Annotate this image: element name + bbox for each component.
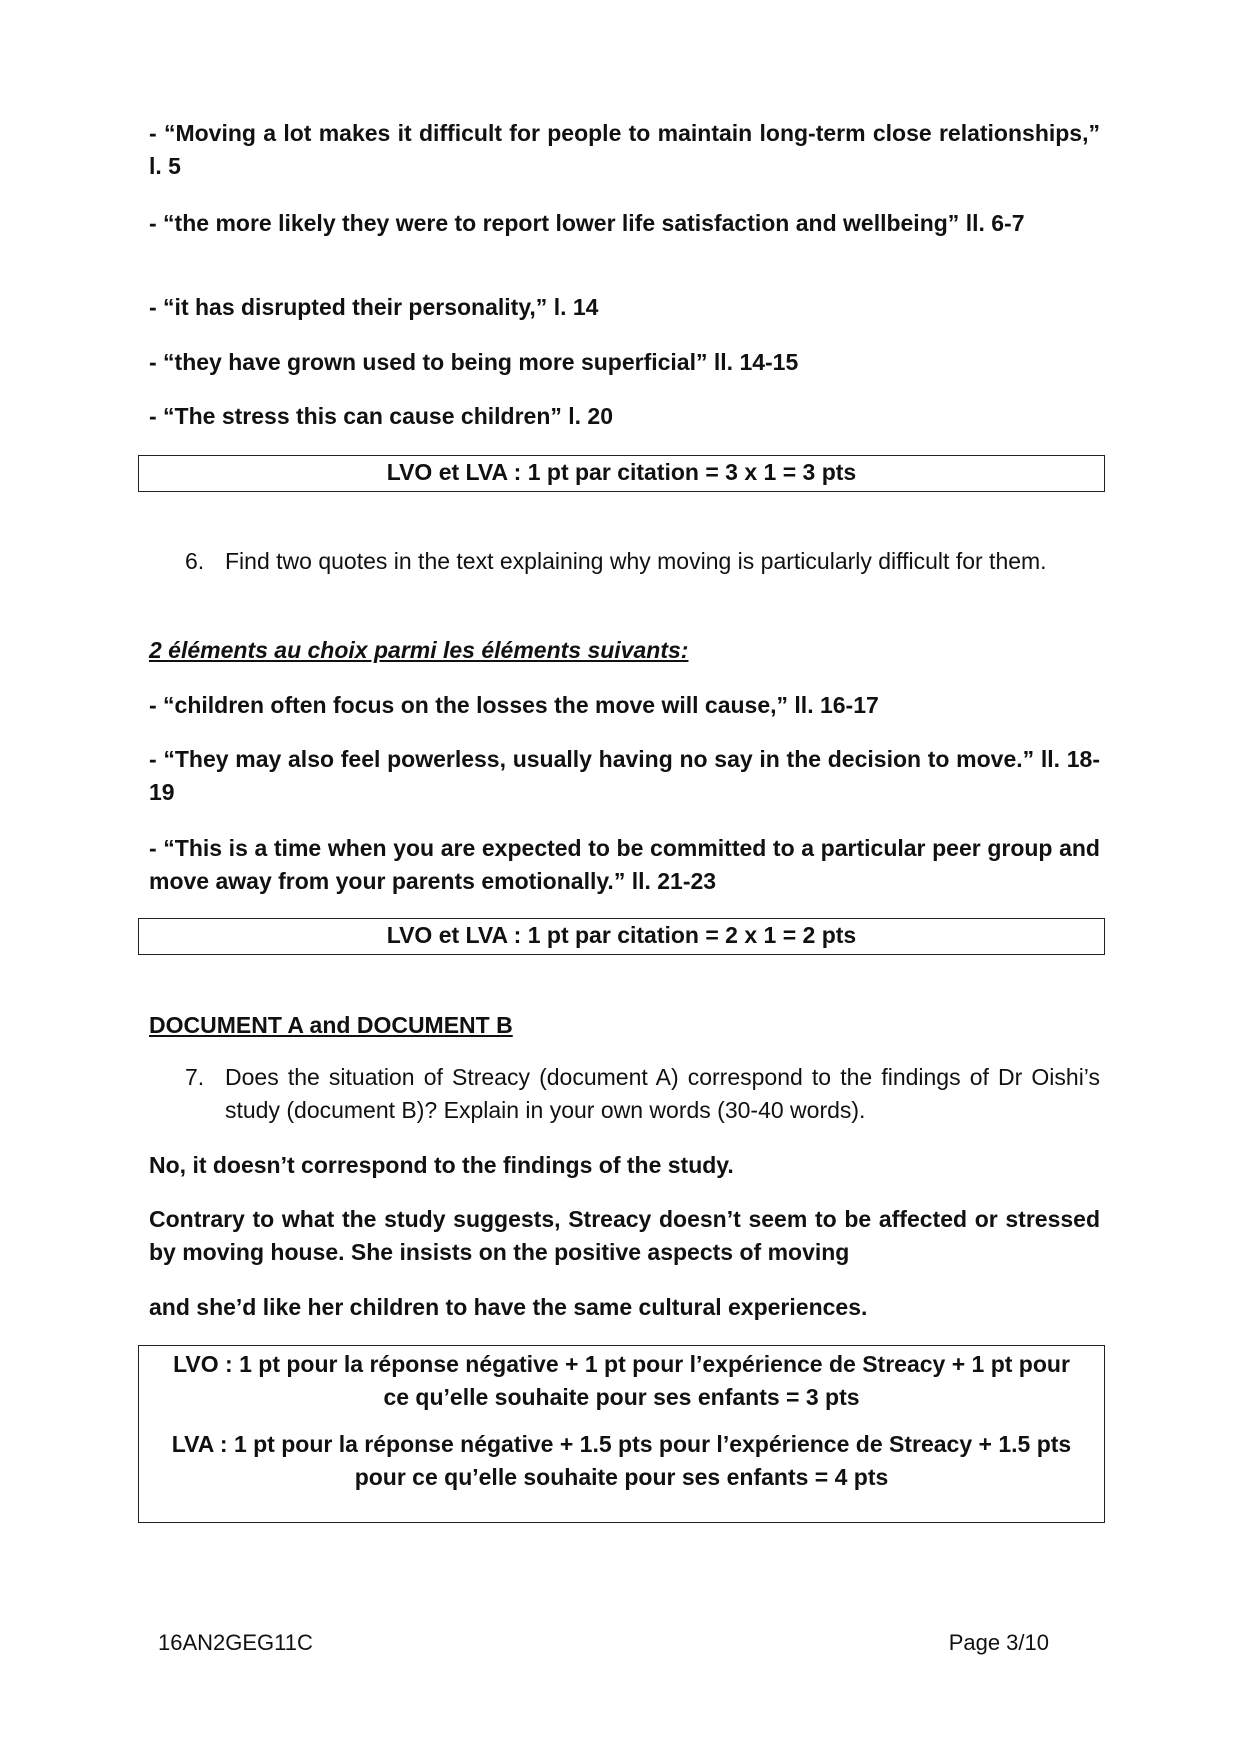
scoring-text-q6: LVO et LVA : 1 pt par citation = 2 x 1 = 2 pts <box>386 922 857 948</box>
answer-q7-line-3: and she’d like her children to have the same cultural experiences. <box>149 1294 868 1320</box>
scoring-text-q5: LVO et LVA : 1 pt par citation = 3 x 1 = 3 pts <box>386 459 857 485</box>
scoring-box-q6 <box>138 918 1105 955</box>
question-6-text: Find two quotes in the text explaining why moving is particularly difficult for them. <box>225 548 1047 574</box>
answer-q7-line-1: No, it doesn’t correspond to the findings of the study. <box>149 1152 734 1178</box>
question-6 <box>185 545 1100 578</box>
quote-q5-1: - “Moving a lot makes it difficult for people to maintain long-term close relationships,” l. 5 <box>149 120 1100 179</box>
question-7-number: 7. <box>185 1064 205 1090</box>
quote-q5-5: - “The stress this can cause children” l. 20 <box>149 403 614 429</box>
quote-q5-4: - “they have grown used to being more superficial” ll. 14-15 <box>149 349 799 375</box>
question-7 <box>185 1061 1100 1127</box>
quote-q6-2: - “They may also feel powerless, usually having no say in the decision to move.” ll. 18-19 <box>149 746 1100 805</box>
quote-q5-2: - “the more likely they were to report lower life satisfaction and wellbeing” ll. 6-7 <box>149 210 1025 236</box>
footer-page-number: Page 3/10 <box>948 1630 1049 1655</box>
scoring-lva: LVA : 1 pt pour la réponse négative + 1.5 pts pour l’expérience de Streacy + 1.5 pts pour ce qu’elle souhaite pour ses enfants = 4 pts <box>171 1431 1072 1490</box>
section-heading: DOCUMENT A and DOCUMENT B <box>149 1012 513 1038</box>
choice-heading: 2 éléments au choix parmi les éléments suivants: <box>149 637 689 663</box>
scoring-box-q7 <box>138 1345 1105 1523</box>
answer-q7-line-2: Contrary to what the study suggests, Streacy doesn’t seem to be affected or stressed by moving house. She insists on the positive aspects of moving <box>149 1206 1100 1265</box>
quote-q6-3: - “This is a time when you are expected to be committed to a particular peer group and move away from your parents emotionally.” ll. 21-23 <box>149 835 1100 894</box>
footer-code: 16AN2GEG11C <box>158 1630 313 1655</box>
quote-q6-1: - “children often focus on the losses the move will cause,” ll. 16-17 <box>149 692 879 718</box>
scoring-lvo: LVO : 1 pt pour la réponse négative + 1 pt pour l’expérience de Streacy + 1 pt pour ce qu’elle souhaite pour ses enfants = 3 pts <box>173 1351 1070 1410</box>
question-6-number: 6. <box>185 548 205 574</box>
question-7-text: Does the situation of Streacy (document A) correspond to the findings of Dr Oishi’s study (document B)? Explain in your own words (30-40 words). <box>225 1064 1100 1123</box>
quote-q5-3: - “it has disrupted their personality,” l. 14 <box>149 294 599 320</box>
scoring-box-q5 <box>138 455 1105 492</box>
